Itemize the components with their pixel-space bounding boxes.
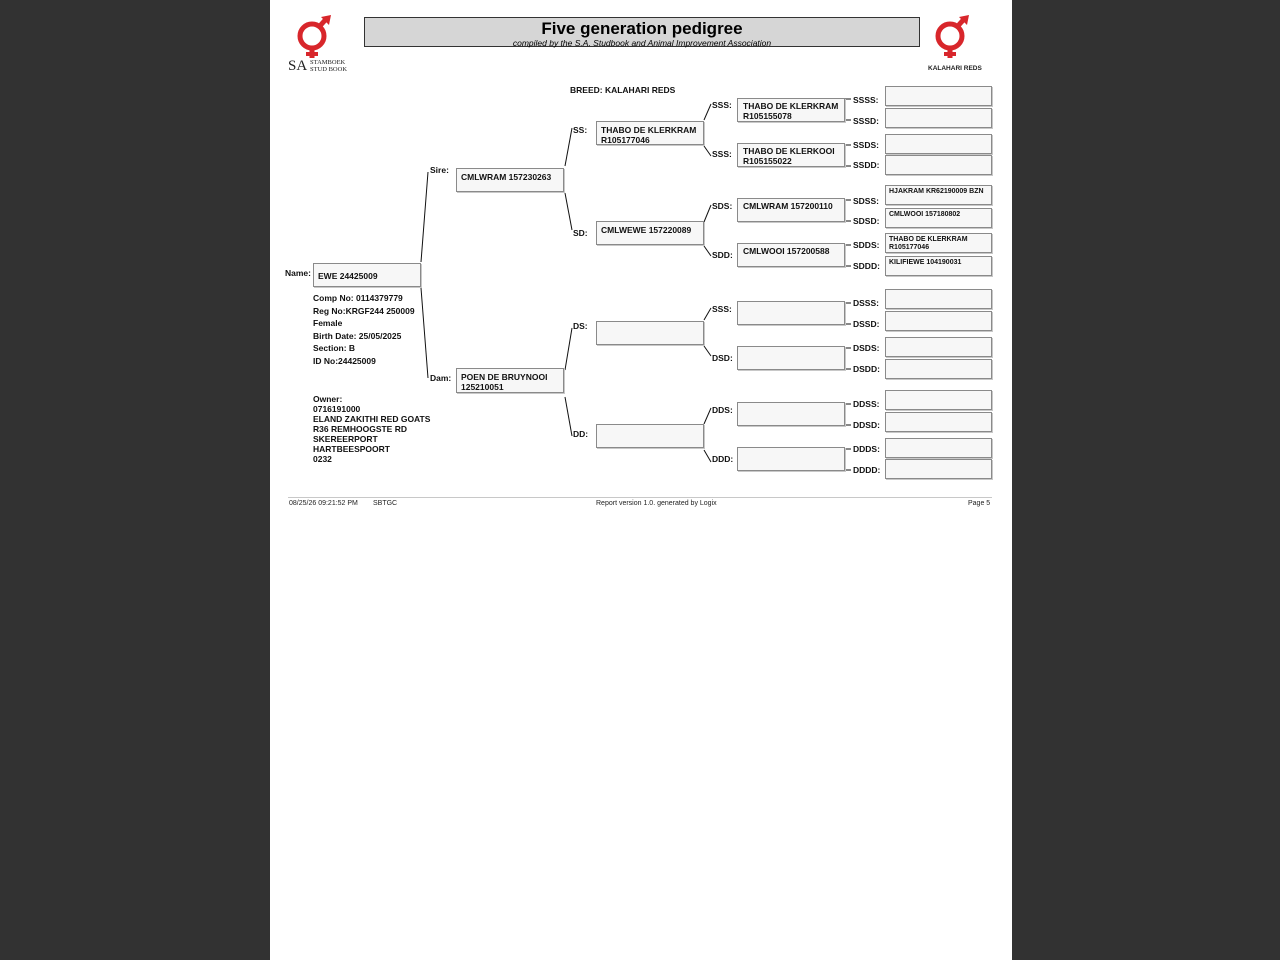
- ddss-box: [885, 390, 992, 410]
- dsdd-label: DSDD:: [853, 364, 880, 374]
- sdd-box: CMLWOOI 157200588: [737, 243, 845, 267]
- ssdd-box: [885, 155, 992, 175]
- ssds-label: SSDS:: [853, 140, 879, 150]
- sa-logo-line2: STUD BOOK: [310, 66, 348, 73]
- sire-label: Sire:: [430, 165, 449, 175]
- ssss-box: [885, 86, 992, 106]
- breed-label: BREED: KALAHARI REDS: [570, 85, 676, 95]
- dam-label: Dam:: [430, 373, 452, 383]
- dsdd-box: [885, 359, 992, 379]
- sdss-label: SDSS:: [853, 196, 879, 206]
- name-label: Name:: [285, 268, 311, 278]
- kalahari-reds-logo-text: KALAHARI REDS: [928, 65, 982, 72]
- ss-box: THABO DE KLERKRAM R105177046: [596, 121, 704, 145]
- ssss-label: SSSS:: [853, 95, 879, 105]
- ddsd-label: DDSD:: [853, 420, 880, 430]
- footer-report-version: Report version 1.0. generated by Logix: [596, 500, 717, 507]
- report-page: [270, 0, 1012, 960]
- footer-divider: [288, 497, 992, 498]
- ddd-label: DDD:: [712, 454, 734, 464]
- sdds-label: SDDS:: [853, 240, 880, 250]
- sdds-box: THABO DE KLERKRAM R105177046: [885, 233, 992, 253]
- report-subtitle: compiled by the S.A. Studbook and Animal Improvement Association: [512, 38, 772, 48]
- sssd-label: SSSD:: [853, 116, 879, 126]
- dss-label: SSS:: [712, 304, 732, 314]
- sds-box: CMLWRAM 157200110: [737, 198, 845, 222]
- dddd-label: DDDD:: [853, 465, 881, 475]
- sss-box: THABO DE KLERKRAM R105155078: [737, 98, 845, 122]
- footer-datetime: 08/25/26 09:21:52 PM: [289, 500, 358, 507]
- sex: Female: [313, 318, 343, 329]
- footer-code: SBTGC: [373, 500, 398, 507]
- sd-box: CMLWEWE 157220089: [596, 221, 704, 245]
- dssd-box: [885, 311, 992, 331]
- sa-logo-text: SA: [288, 58, 308, 74]
- comp-no: Comp No: 0114379779: [313, 293, 403, 303]
- dsds-label: DSDS:: [853, 343, 880, 353]
- owner-address-3: HARTBEESPOORT: [313, 444, 390, 454]
- sssd-box: [885, 108, 992, 128]
- ddss-label: DDSS:: [853, 399, 880, 409]
- ddsd-box: [885, 412, 992, 432]
- dam-box: POEN DE BRUYNOOI 125210051: [456, 368, 564, 393]
- dss-box: [737, 301, 845, 325]
- dds-label: DDS:: [712, 405, 733, 415]
- sdsd-box: CMLWOOI 157180802: [885, 208, 992, 228]
- owner-address-2: SKEREERPORT: [313, 434, 378, 444]
- sdss-box: HJAKRAM KR62190009 BZN: [885, 185, 992, 205]
- sss-label: SSS:: [712, 100, 732, 110]
- sds-label: SDS:: [712, 201, 733, 211]
- dsss-label: DSSS:: [853, 298, 879, 308]
- dd-box: [596, 424, 704, 448]
- ddd-box: [737, 447, 845, 471]
- sd-label: SD:: [573, 228, 588, 238]
- id-no: ID No:24425009: [313, 355, 376, 366]
- ds-box: [596, 321, 704, 345]
- dssd-label: DSSD:: [853, 319, 880, 329]
- owner-block: [313, 394, 430, 464]
- dddd-box: [885, 459, 992, 479]
- sddd-label: SDDD:: [853, 261, 880, 271]
- section: Section: B: [313, 343, 356, 354]
- owner-postcode: 0232: [313, 454, 332, 464]
- dds-box: [737, 402, 845, 426]
- ssd-label: SSS:: [712, 149, 732, 159]
- ssds-box: [885, 134, 992, 154]
- sddd-box: KILIFIEWE 104190031: [885, 256, 992, 276]
- owner-label: Owner:: [313, 394, 343, 404]
- dsss-box: [885, 289, 992, 309]
- footer-page-number: Page 5: [968, 500, 991, 507]
- sa-logo-line1: STAMBOEK: [310, 59, 346, 66]
- dsds-box: [885, 337, 992, 357]
- ssd-box: THABO DE KLERKOOI R105155022: [737, 143, 845, 167]
- dsd-box: [737, 346, 845, 370]
- ss-label: SS:: [573, 125, 588, 135]
- ddds-box: [885, 438, 992, 458]
- owner-phone: 0716191000: [313, 404, 361, 414]
- ds-label: DS:: [573, 321, 588, 331]
- sire-box: CMLWRAM 157230263: [456, 168, 564, 192]
- birth-date: Birth Date: 25/05/2025: [313, 330, 402, 341]
- owner-address-1: R36 REMHOOGSTE RD: [313, 424, 407, 434]
- ddds-label: DDDS:: [853, 444, 880, 454]
- ssdd-label: SSDD:: [853, 160, 880, 170]
- sdd-label: SDD:: [712, 250, 733, 260]
- animal-name-box: EWE 24425009: [313, 263, 421, 287]
- report-title: Five generation pedigree: [541, 19, 743, 38]
- dd-label: DD:: [573, 429, 589, 439]
- owner-name: ELAND ZAKITHI RED GOATS: [313, 414, 431, 424]
- dsd-label: DSD:: [712, 353, 733, 363]
- reg-no: Reg No:KRGF244 250009: [313, 305, 415, 316]
- animal-details: [313, 293, 415, 369]
- sdsd-label: SDSD:: [853, 216, 880, 226]
